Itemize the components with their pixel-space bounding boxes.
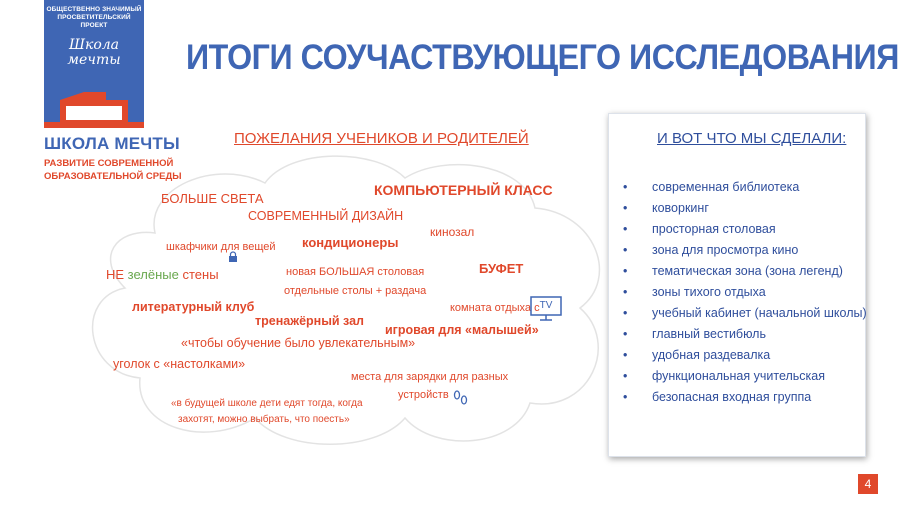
wish-conditioners: кондиционеры (302, 235, 399, 250)
page-number: 4 (858, 474, 878, 494)
done-item: • функциональная учительская (623, 366, 867, 387)
tv-label: TV (539, 300, 553, 311)
done-item: • безопасная входная группа (623, 387, 867, 408)
wish-not-green-part2: зелёные (127, 267, 179, 282)
wish-gym: тренажёрный зал (255, 314, 364, 328)
brand-script-line2: мечты (67, 52, 121, 68)
footprints-icon (453, 390, 469, 405)
done-item: • учебный кабинет (начальной школы) (623, 303, 867, 324)
school-building-icon (44, 88, 144, 128)
brand-tagline-line1: ОБЩЕСТВЕННО ЗНАЧИМЫЙ (46, 6, 142, 13)
wish-charging-line1: места для зарядки для разных (351, 371, 509, 383)
done-item: • современная библиотека (623, 177, 867, 198)
brand-script-logo (44, 38, 144, 68)
done-item: • просторная столовая (623, 219, 867, 240)
lock-icon (228, 251, 238, 262)
done-list (623, 177, 867, 408)
wish-computer-class: КОМПЬЮТЕРНЫЙ КЛАСС (374, 182, 553, 198)
done-item: • удобная раздевалка (623, 345, 867, 366)
wish-board-games: уголок с «настолками» (113, 357, 246, 371)
wish-more-light: БОЛЬШЕ СВЕТА (161, 191, 264, 206)
wish-tables: отдельные столы + раздача (284, 285, 427, 297)
done-item: • тематическая зона (зона легенд) (623, 261, 867, 282)
wish-modern-design: СОВРЕМЕННЫЙ ДИЗАЙН (248, 209, 404, 223)
wish-not-green-part1: НЕ (106, 267, 128, 282)
wish-not-green-walls (106, 267, 219, 282)
brand-logo (44, 0, 144, 128)
done-panel (608, 113, 866, 457)
wishes-heading: ПОЖЕЛАНИЯ УЧЕНИКОВ И РОДИТЕЛЕЙ (234, 130, 529, 147)
page-title: ИТОГИ СОУЧАСТВУЮЩЕГО ИССЛЕДОВАНИЯ (186, 38, 899, 77)
wish-future-line2: захотят, можно выбрать, что поесть» (178, 414, 350, 425)
wish-not-green-part3: стены (178, 267, 219, 282)
wish-buffet: БУФЕТ (479, 261, 524, 276)
brand-subtitle-line1: РАЗВИТИЕ СОВРЕМЕННОЙ (44, 158, 174, 169)
brand-tagline (44, 6, 144, 30)
done-title: И ВОТ ЧТО МЫ СДЕЛАЛИ: (657, 130, 847, 147)
wish-cinema: кинозал (430, 225, 475, 239)
done-item: • зоны тихого отдыха (623, 282, 867, 303)
wish-playroom: игровая для «малышей» (385, 323, 539, 337)
wish-future-line1: «в будущей школе дети едят тогда, когда (171, 398, 363, 409)
brand-tagline-line2: ПРОСВЕТИТЕЛЬСКИЙ ПРОЕКТ (57, 14, 131, 29)
tv-icon (530, 296, 562, 322)
wish-fun-learning: «чтобы обучение было увлекательным» (181, 336, 416, 350)
wish-lockers: шкафчики для вещей (166, 241, 276, 253)
wish-charging-line2: устройств (398, 389, 449, 401)
done-item: • зона для просмотра кино (623, 240, 867, 261)
brand-script-line1: Школа (68, 37, 120, 53)
done-item: • коворкинг (623, 198, 867, 219)
wish-rest-room: комната отдыха с (450, 302, 540, 314)
brand-subtitle-line2: ОБРАЗОВАТЕЛЬНОЙ СРЕДЫ (44, 171, 182, 182)
wish-literary-club: литературный клуб (132, 300, 255, 314)
done-item: • главный вестибюль (623, 324, 867, 345)
wish-canteen: новая БОЛЬШАЯ столовая (286, 266, 425, 278)
brand-name: ШКОЛА МЕЧТЫ (44, 134, 180, 153)
